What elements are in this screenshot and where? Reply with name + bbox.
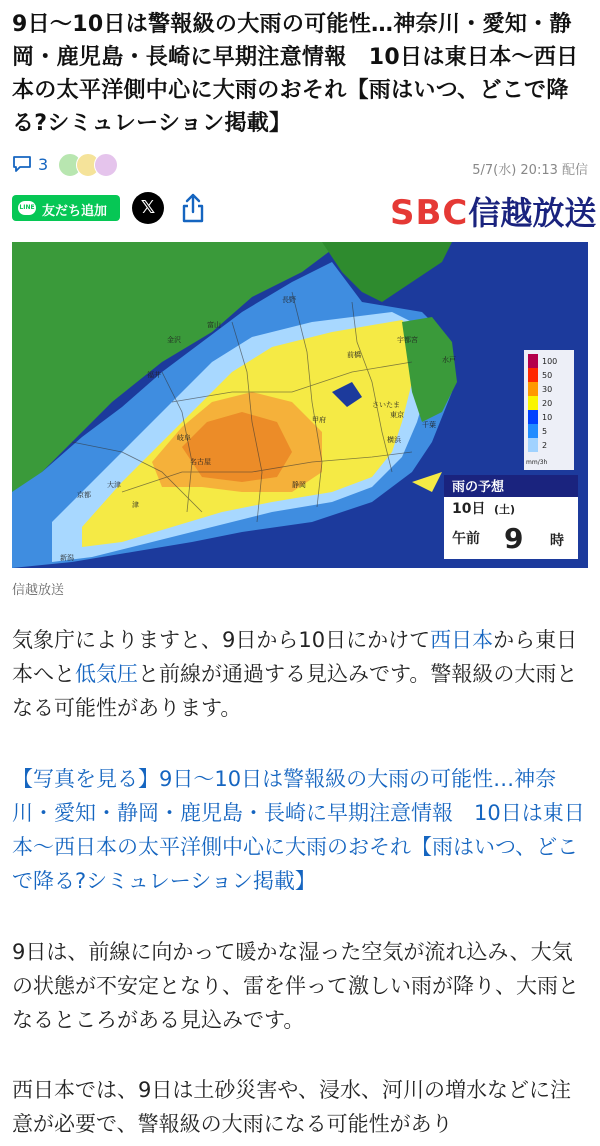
legend-value: 100	[542, 357, 558, 366]
city-label: 水戸	[442, 356, 456, 364]
city-label: 静岡	[292, 481, 306, 489]
legend-swatch	[528, 438, 538, 452]
city-label: 新潟	[60, 554, 74, 562]
line-icon: LINE	[18, 201, 36, 215]
forecast-hour: 9	[504, 522, 524, 555]
paragraph-3: 西日本では、9日は土砂災害や、浸水、河川の増水などに注意が必要で、警報級の大雨になる可能性があり	[12, 1078, 571, 1136]
legend-swatch	[528, 354, 538, 368]
legend-swatch	[528, 410, 538, 424]
legend-swatch	[528, 368, 538, 382]
city-label: 福井	[147, 371, 161, 379]
related-photo-link[interactable]: 【写真を見る】9日〜10日は警報級の大雨の可能性…神奈川・愛知・静岡・鹿児島・長崎に早期注意情報 10日は東日本〜西日本の太平洋側中心に大雨のおそれ【雨はいつ、どこで降る?シミュレーション掲載】	[12, 767, 585, 893]
share-row	[12, 192, 597, 233]
paragraph-2: 9日は、前線に向かって暖かな湿った空気が流れ込み、大気の状態が不安定となり、雷を伴って激しい雨が降り、大雨となるところがある見込みです。	[12, 940, 579, 1032]
publish-date: 5/7(水) 20:13 配信	[472, 163, 588, 178]
city-label: 長野	[282, 296, 296, 304]
city-label: 大津	[107, 481, 121, 489]
legend-value: 20	[542, 399, 553, 408]
forecast-day: 10日	[452, 501, 486, 517]
legend-swatch	[528, 396, 538, 410]
city-label: 名古屋	[190, 458, 211, 466]
forecast-title: 雨の予想	[452, 480, 505, 495]
city-label: 甲府	[312, 416, 326, 424]
share-icon[interactable]	[180, 193, 206, 223]
city-label: 東京	[390, 411, 404, 419]
legend-swatch	[528, 382, 538, 396]
line-button-label: 友だち追加	[42, 204, 108, 219]
image-caption: 信越放送	[12, 583, 65, 598]
forecast-ampm: 午前	[452, 531, 480, 547]
legend-swatch	[528, 424, 538, 438]
legend-value: 5	[542, 427, 548, 436]
forecast-panel	[444, 475, 578, 559]
paragraph-1: 気象庁によりますと、9日から10日にかけて西日本から東日本へと低気圧と前線が通過する見込みです。警報級の大雨となる可能性があります。	[12, 628, 578, 720]
publisher-logo[interactable]: SBC信越放送	[390, 193, 597, 233]
link-teikiatsu[interactable]: 低気圧	[75, 662, 138, 686]
comment-count[interactable]: 3	[38, 155, 49, 174]
legend-value: 50	[542, 371, 553, 380]
article-title: 9日〜10日は警報級の大雨の可能性…神奈川・愛知・静岡・鹿児島・長崎に早期注意情報 10日は東日本〜西日本の太平洋側中心に大雨のおそれ【雨はいつ、どこで降る?シミュレーション掲載】	[12, 12, 579, 136]
city-label: 宇都宮	[397, 336, 418, 344]
comment-icon[interactable]	[12, 156, 32, 172]
rain-forecast-map[interactable]	[12, 242, 588, 568]
reaction-icon[interactable]	[94, 153, 118, 177]
legend-value: 2	[542, 441, 548, 450]
city-label: 横浜	[387, 436, 401, 444]
city-label: 前橋	[347, 351, 361, 359]
rain-map-svg	[12, 242, 588, 568]
city-label: 京都	[77, 491, 91, 499]
city-label: 千葉	[422, 421, 436, 429]
x-share-button[interactable]: 𝕏	[132, 192, 164, 224]
city-label: 富山	[207, 321, 221, 329]
city-label: 津	[132, 501, 139, 509]
legend-value: 30	[542, 385, 553, 394]
article-meta	[12, 152, 588, 180]
forecast-weekday: (土)	[494, 503, 516, 516]
link-nishinihon[interactable]: 西日本	[430, 628, 494, 652]
line-add-friend-button[interactable]	[12, 195, 120, 221]
city-label: 岐阜	[177, 434, 191, 442]
rain-legend	[524, 350, 574, 470]
legend-unit: mm/3h	[526, 459, 548, 466]
city-label: 金沢	[167, 336, 181, 344]
forecast-hour-unit: 時	[550, 533, 564, 549]
city-label: さいたま	[372, 401, 400, 409]
legend-value: 10	[542, 413, 553, 422]
